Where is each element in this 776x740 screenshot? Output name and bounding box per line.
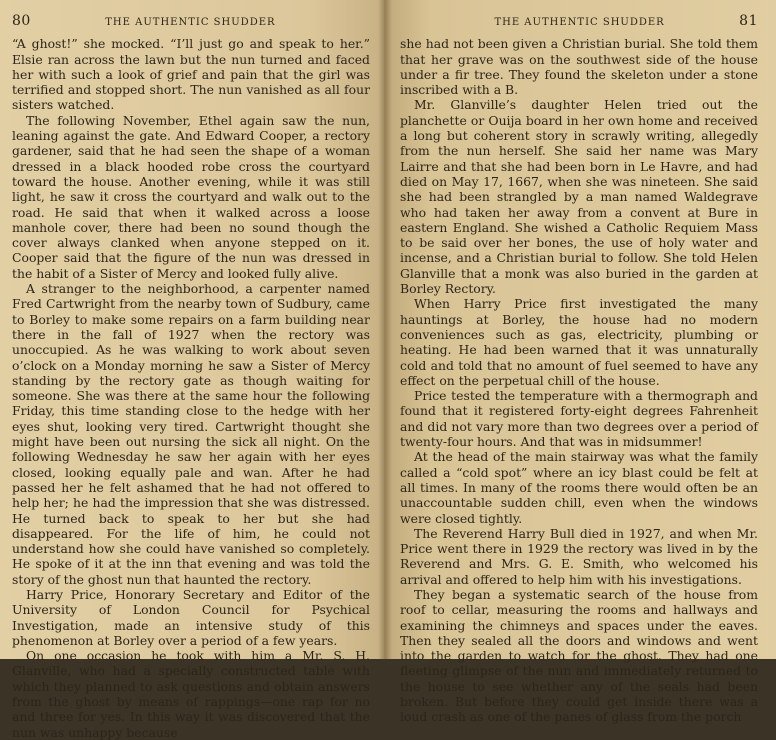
paragraph: On one occasion he took with him a Mr. S. H. Glanville, who had a specially constructed table with which they planned to ask questions and obtain answers from the ghost by means of rappings—one rap for no and three for yes. In this way it was discovered that the nun was unhappy because	[12, 648, 370, 740]
paragraph: “A ghost!” she mocked. “I’ll just go and speak to her.” Elsie ran across the lawn but the nun turned and faced her with such a look of grief and pain that the girl was terrified and stopped short. The nun vanished as all four sisters watched.	[12, 36, 370, 113]
paragraph: Mr. Glanville’s daughter Helen tried out the planchette or Ouija board in her own home and received a long but coherent story in scrawly writing, allegedly from the nun herself. She said her name was Mary Lairre and that she had been born in Le Havre, and had died on May 17, 1667, when she was nineteen. She said she had been strangled by a man named Waldegrave who had taken her away from a convent at Bure in eastern England. She wished a Catholic Requiem Mass to be said over her bones, the use of holy water and incense, and a Christian burial to follow. She told Helen Glanville that a monk was also buried in the garden at Borley Rectory.	[400, 97, 758, 297]
paragraph: Price tested the temperature with a thermograph and found that it registered forty-eight degrees Fahrenheit and did not vary more than two degrees over a period of twenty-four hours. And that was in midsummer!	[400, 388, 758, 450]
paragraph: A stranger to the neighborhood, a carpenter named Fred Cartwright from the nearby town of Sudbury, came to Borley to make some repairs on a farm building near there in the fall of 1927 when the rectory was unoccupied. As he was walking to work about seven o’clock on a Monday morning he saw a Sister of Mercy standing by the rectory gate as though waiting for someone. She was there at the same hour the following Friday, this time standing close to the hedge with her eyes shut, looking very tired. Cartwright thought she might have been out nursing the sick all night. On the following Wednesday he saw her again with her eyes closed, looking equally pale and wan. After he had passed her he felt ashamed that he had not offered to help her; he had the impression that she was distressed. He turned back to speak to her but she had disappeared. For the life of him, he could not understand how she could have vanished so completely. He spoke of it at the inn that evening and was told the story of the ghost nun that haunted the rectory.	[12, 281, 370, 587]
continued-paragraph: she had not been given a Christian burial. She told them that her grave was on the southwest side of the house under a fir tree. They found the skeleton under a stone inscribed with a B.	[400, 36, 758, 98]
left-running-head: THE AUTHENTIC SHUDDER	[105, 17, 276, 28]
left-page	[0, 0, 384, 740]
paragraph: At the head of the main stairway was what the family called a “cold spot” where an icy blast could be felt at all times. In many of the rooms there would often be an unaccountable sudden chill, even when the windows were closed tightly.	[400, 449, 758, 526]
paragraph: The Reverend Harry Bull died in 1927, and when Mr. Price went there in 1929 the rectory was lived in by the Reverend and Mrs. G. E. Smith, who welcomed his arrival and offered to help him with his investigations.	[400, 525, 758, 587]
right-page-number: 81	[739, 13, 758, 29]
paragraph: They began a systematic search of the house from roof to cellar, measuring the rooms and hallways and examining the chimneys and spaces under the eaves. Then they sealed all the doors and windows and went into the garden to watch for the ghost. They had one fleeting glimpse of the nun and immediately returned to the house to see whether any of the seals had been broken. But before they could get inside there was a loud crash as one of the panes of glass from the porch	[400, 586, 758, 725]
left-page-header	[12, 14, 370, 30]
right-page	[384, 0, 776, 725]
paragraph: Harry Price, Honorary Secretary and Editor of the University of London Council for Psychical Investigation, made an intensive study of this phenomenon at Borley over a period of a few years.	[12, 586, 370, 648]
book-gutter	[378, 0, 392, 659]
right-running-head: THE AUTHENTIC SHUDDER	[494, 17, 665, 28]
right-page-header	[400, 14, 758, 30]
left-page-number: 80	[12, 13, 31, 29]
paragraph: The following November, Ethel again saw the nun, leaning against the gate. And Edward Cooper, a rectory gardener, said that he had seen the shape of a woman dressed in a black hooded robe cross the courtyard toward the house. Another evening, while it was still light, he saw it cross the courtyard and walk out to the road. He said that when it walked across a loose manhole cover, there had been no sound though the cover always clanked when anyone stepped on it. Cooper said that the figure of the nun was dressed in the habit of a Sister of Mercy and looked fully alive.	[12, 112, 370, 281]
paragraph: When Harry Price first investigated the many hauntings at Borley, the house had no modern conveniences such as gas, electricity, plumbing or heating. He had been warned that it was unnaturally cold and told that no amount of fuel seemed to have any effect on the perpetual chill of the house.	[400, 296, 758, 388]
